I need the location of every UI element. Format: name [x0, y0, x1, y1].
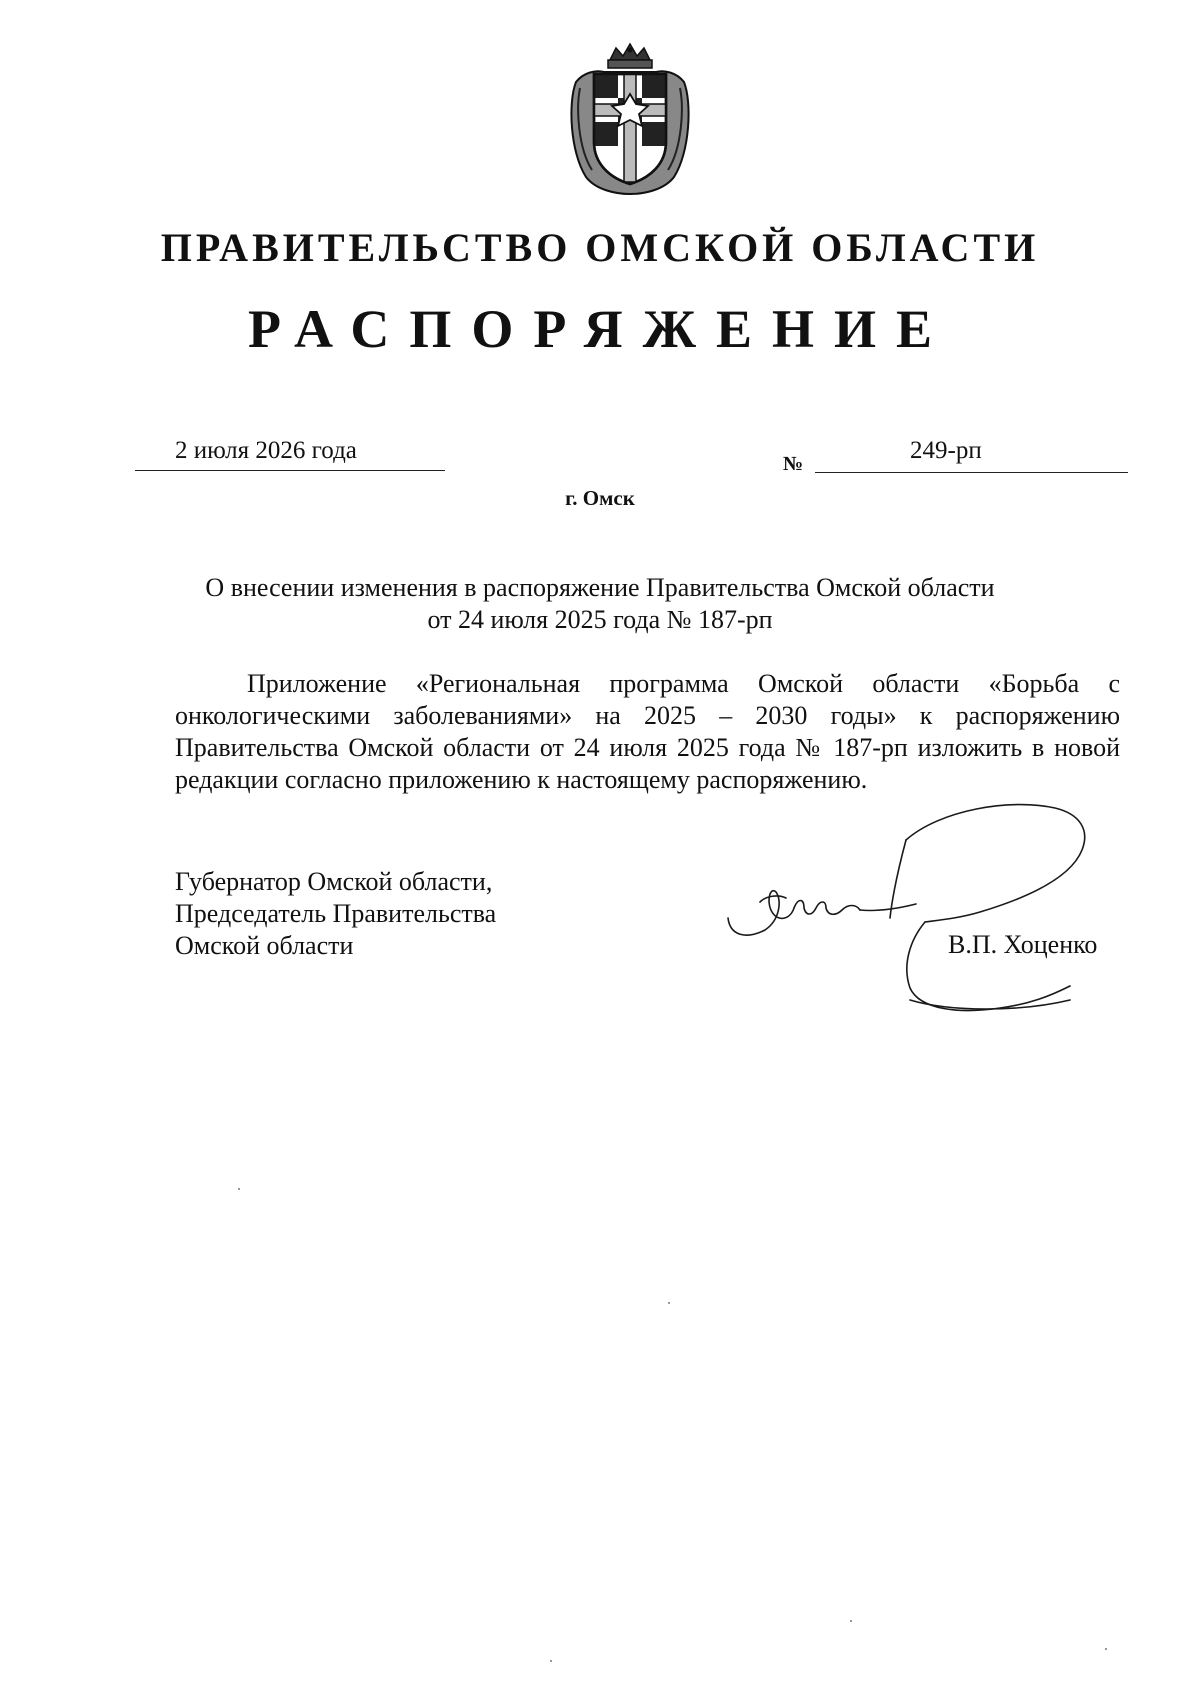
signer-position-line-3: Омской области [175, 931, 354, 960]
subject-line-1: О внесении изменения в распоряжение Правительства Омской области [205, 573, 995, 602]
scan-speck [238, 1188, 240, 1190]
scan-speck [668, 1302, 670, 1304]
document-number: 249-рп [910, 437, 982, 464]
number-field [815, 436, 1128, 473]
coat-of-arms-icon [566, 42, 694, 196]
date-field [135, 436, 445, 471]
signer-position-line-1: Губернатор Омской области, [175, 867, 493, 896]
body-paragraph: Приложение «Региональная программа Омской области «Борьба с онкологическими заболеваниями» на 2025 – 2030 годы» к распоряжению Правительства Омской области от 24 июля 2025 года № 187-рп изложить в новой редакции согласно приложению к настоящему распоряжению. [175, 669, 1120, 794]
signer-position [175, 866, 595, 962]
document-type-title: РАСПОРЯЖЕНИЕ [247, 299, 953, 359]
handwritten-signature-icon [720, 800, 1120, 1020]
subject-line-2: от 24 июля 2025 года № 187-рп [427, 605, 773, 634]
document-date: 2 июля 2026 года [175, 437, 357, 464]
document-subject [100, 572, 1100, 636]
signer-position-line-2: Председатель Правительства [175, 899, 497, 928]
number-sign: № [783, 453, 804, 475]
scan-speck [850, 1620, 852, 1622]
scan-speck [550, 1660, 552, 1662]
scan-speck [1105, 1648, 1107, 1650]
city-name: г. Омск [565, 486, 635, 510]
signer-name: В.П. Хоценко [948, 930, 1098, 959]
organization-title: ПРАВИТЕЛЬСТВО ОМСКОЙ ОБЛАСТИ [160, 225, 1040, 270]
